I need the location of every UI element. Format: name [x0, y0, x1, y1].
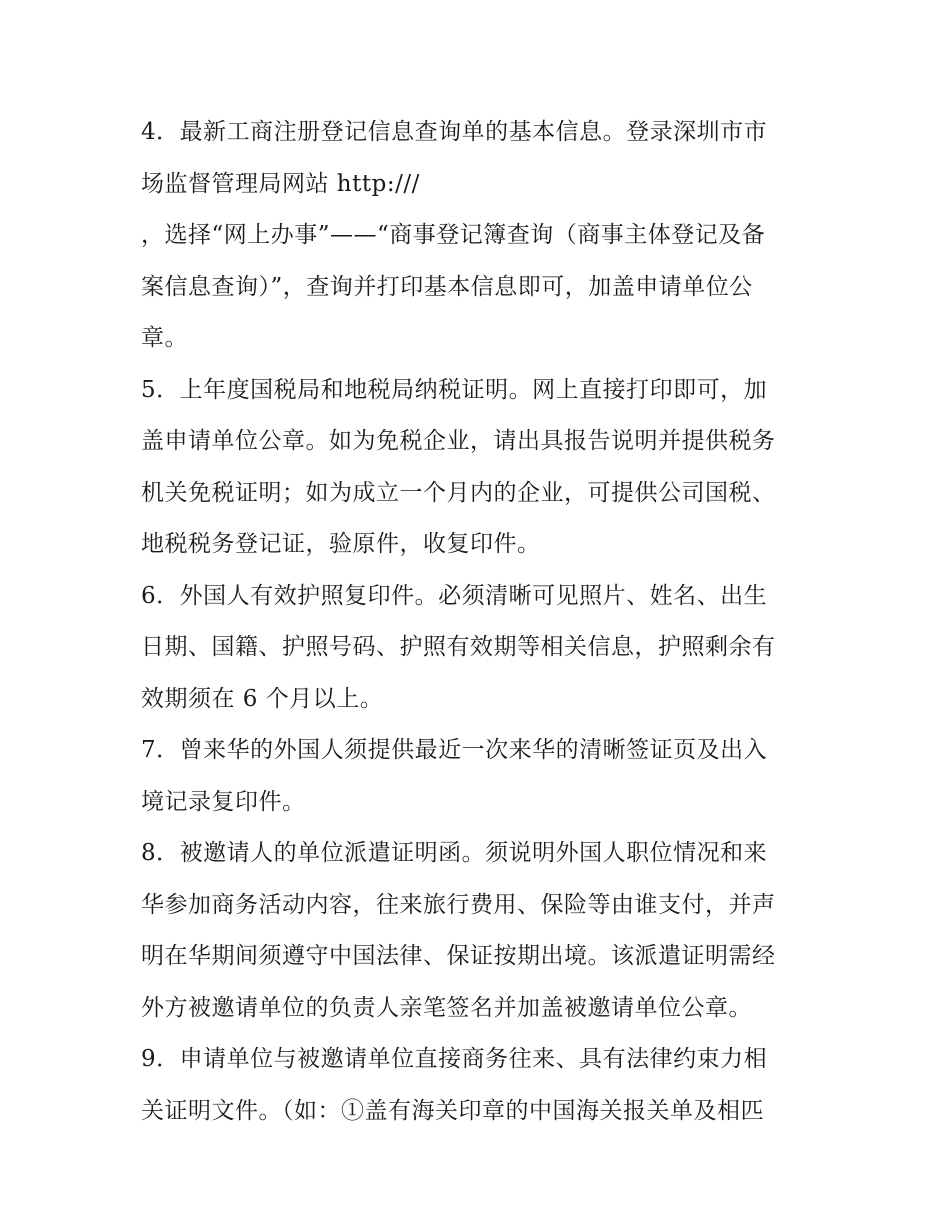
text-line: 地税税务登记证，验原件，收复印件。: [141, 531, 541, 557]
text-line: 明在华期间须遵守中国法律、保证按期出境。该派遣证明需经: [141, 943, 776, 969]
text-line: 4．最新工商注册登记信息查询单的基本信息。登录深圳市市: [141, 119, 768, 145]
text-line: ，选择“网上办事”——“商事登记簿查询（商事主体登记及备: [141, 222, 766, 248]
text-line: 盖申请单位公章。如为免税企业，请出具报告说明并提供税务: [141, 428, 776, 454]
text-line: 机关免税证明；如为成立一个月内的企业，可提供公司国税、: [141, 479, 776, 506]
text-line: 章。: [141, 325, 188, 351]
text-line: 9．申请单位与被邀请单位直接商务往来、具有法律约束力相: [141, 1046, 768, 1072]
text-line: 效期须在 6 个月以上。: [141, 685, 384, 712]
document-body: [141, 107, 821, 1137]
text-line: 8．被邀请人的单位派遣证明函。须说明外国人职位情况和来: [141, 840, 768, 866]
text-line: 7．曾来华的外国人须提供最近一次来华的清晰签证页及出入: [141, 737, 768, 763]
text-line: 6．外国人有效护照复印件。必须清晰可见照片、姓名、出生: [141, 582, 768, 609]
text-line: 日期、国籍、护照号码、护照有效期等相关信息，护照剩余有: [141, 634, 776, 660]
text-line: 境记录复印件。: [141, 788, 306, 815]
text-line: 华参加商务活动内容，往来旅行费用、保险等由谁支付，并声: [141, 891, 776, 918]
text-line: 关证明文件。（如：①盖有海关印章的中国海关报关单及相匹: [141, 1097, 764, 1124]
text-line: 5．上年度国税局和地税局纳税证明。网上直接打印即可，加: [141, 376, 768, 403]
text-line: 场监督管理局网站 http:///: [141, 170, 420, 197]
text-line: 外方被邀请单位的负责人亲笔签名并加盖被邀请单位公章。: [141, 994, 752, 1021]
text-line: 案信息查询）”，查询并打印基本信息即可，加盖申请单位公: [141, 273, 753, 300]
